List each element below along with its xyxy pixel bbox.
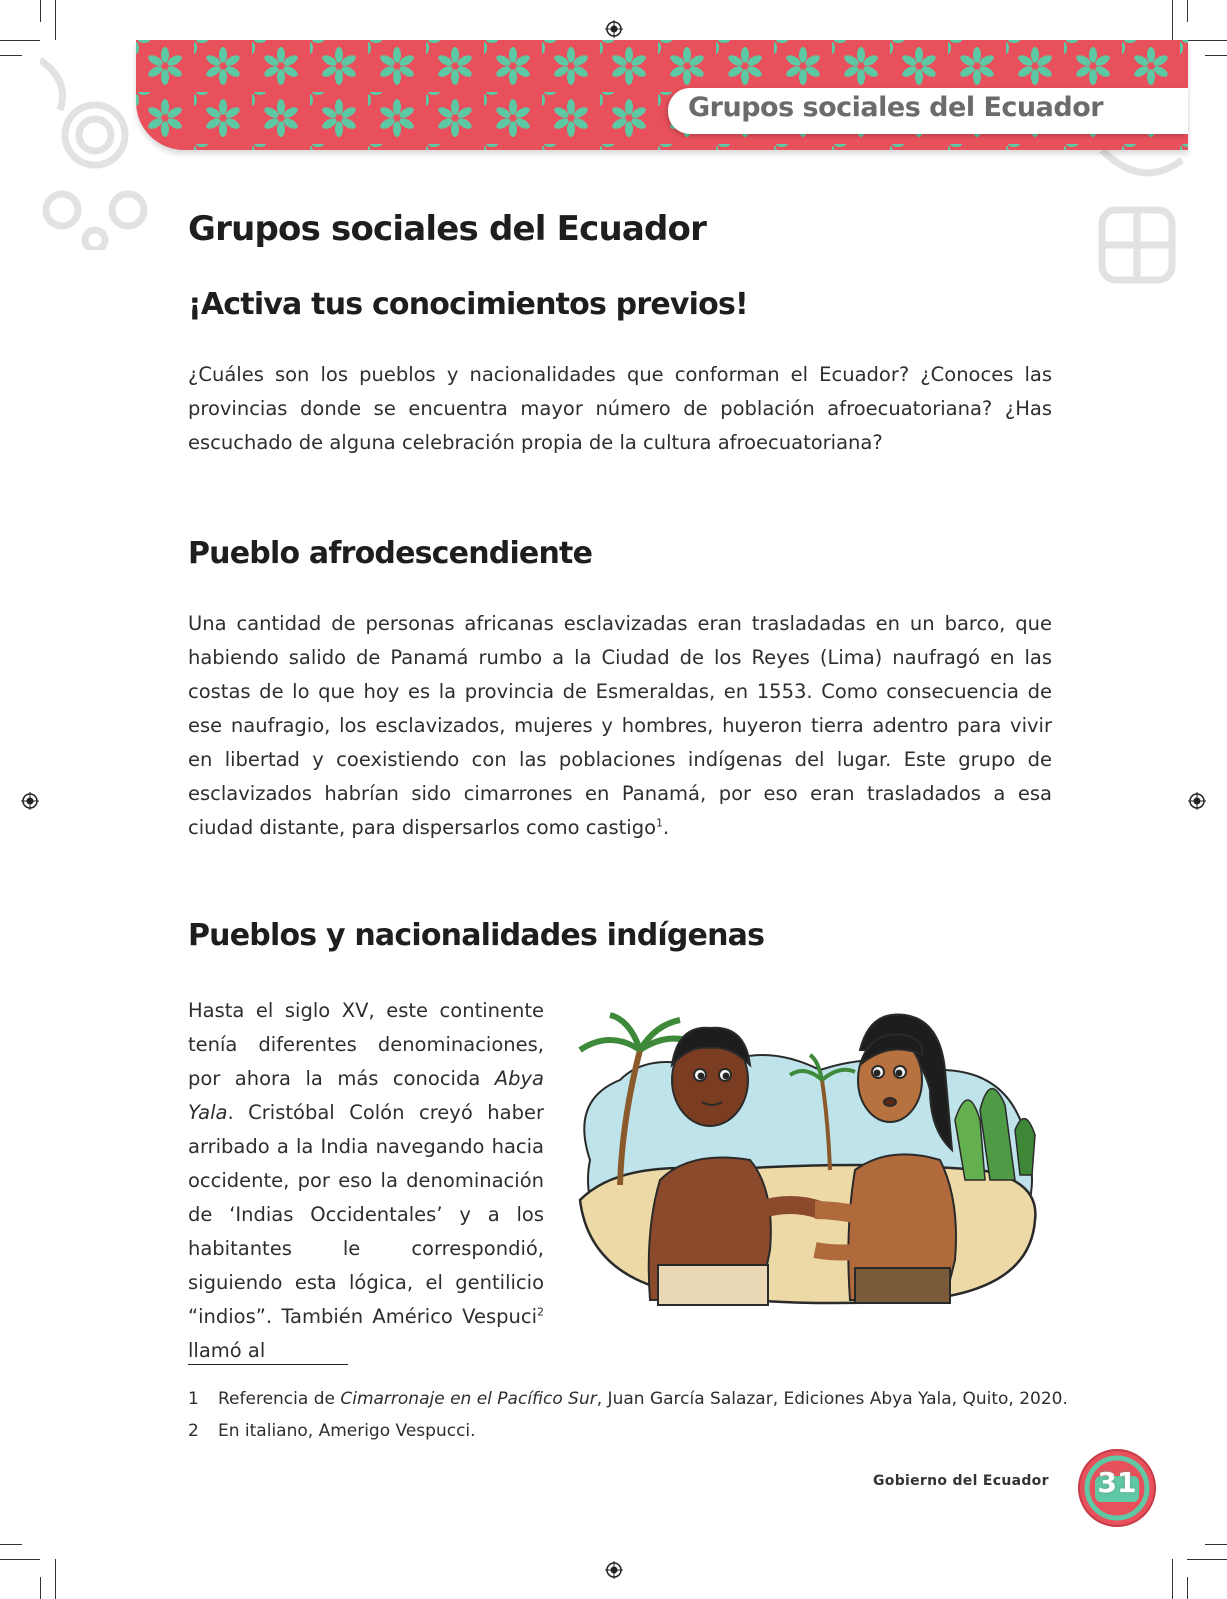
indigenous-text-2: . Cristóbal Colón creyó haber arribado a la India navegando hacia occidente, por eso la denominación de ‘Indias Occidentales’ y a los habitantes le correspondió, siguiendo esta lógica, el gentilicio “indios”. También Américo Vespuci (188, 1101, 544, 1328)
crop-mark (1187, 40, 1227, 41)
crop-mark (40, 0, 41, 22)
crop-mark (0, 40, 40, 41)
crop-mark (1187, 1577, 1188, 1599)
registration-mark-icon (605, 20, 623, 38)
footnote-text: Referencia de (218, 1389, 341, 1409)
footnote-2 (188, 1421, 476, 1441)
indigenous-text-1: Hasta el siglo XV, este continente tenía diferentes denominaciones, por ahora la más conocida (188, 999, 544, 1090)
banner-title-tab (668, 88, 1188, 134)
crop-mark (1205, 55, 1227, 56)
footnote-italic: Cimarronaje en el Pacífico Sur (340, 1389, 597, 1409)
activity-heading: ¡Activa tus conocimientos previos! (188, 287, 748, 322)
page-title: Grupos sociales del Ecuador (188, 209, 707, 249)
footnote-ref-1: 1 (656, 816, 663, 830)
registration-mark-icon (605, 1561, 623, 1579)
crop-mark (1187, 0, 1188, 22)
page-number: 31 (1097, 1466, 1137, 1499)
crop-mark (0, 55, 22, 56)
footnote-number: 1 (188, 1389, 199, 1409)
crop-mark (40, 1577, 41, 1599)
registration-mark-icon (1188, 792, 1206, 810)
footnote-text-end: , Juan García Salazar, Ediciones Abya Yala, Quito, 2020. (596, 1389, 1068, 1409)
footnote-ref-2: 2 (537, 1305, 544, 1319)
afro-paragraph-text: Una cantidad de personas africanas esclavizadas eran trasladadas en un barco, que habiendo salido de Panamá rumbo a la Ciudad de los Reyes (Lima) naufragó en las costas de lo que hoy es la provincia de Esmeraldas, en 1553. Como consecuencia de ese naufragio, los esclavizados, mujeres y hombres, huyeron tierra adentro para vivir en libertad y coexistiendo con las poblaciones indígenas del lugar. Este grupo de esclavizados habrían sido cimarrones en Panamá, por eso eran trasladados a esa ciudad distante, para dispersarlos como castigo (188, 612, 1052, 839)
afro-paragraph: Una cantidad de personas africanas esclavizadas eran trasladadas en un barco, que habiendo salido de Panamá rumbo a la Ciudad de los Reyes (Lima) naufragó en las costas de lo que hoy es la provincia de Esmeraldas, en 1553. Como consecuencia de ese naufragio, los esclavizados, mujeres y hombres, huyeron tierra adentro para vivir en libertad y coexistiendo con las poblaciones indígenas del lugar. Este grupo de esclavizados habrían sido cimarrones en Panamá, por eso eran trasladados a esa ciudad distante, para dispersarlos como castigo$^1$. (188, 612, 1052, 839)
two-men-handshake-illustration (560, 1010, 1060, 1310)
crop-mark (1205, 1544, 1227, 1545)
afro-heading: Pueblo afrodescendiente (188, 536, 593, 571)
crop-mark (55, 1559, 56, 1599)
crop-mark (0, 1544, 22, 1545)
crop-mark (1187, 1559, 1227, 1560)
indigenous-heading: Pueblos y nacionalidades indígenas (188, 918, 765, 953)
footnote-1 (188, 1389, 1068, 1409)
footnote-divider (188, 1364, 348, 1365)
crop-mark (55, 0, 56, 40)
registration-mark-icon (21, 792, 39, 810)
spiral-ornament-icon (1082, 150, 1187, 300)
crop-mark (0, 1559, 40, 1560)
activity-paragraph: ¿Cuáles son los pueblos y nacionalidades que conforman el Ecuador? ¿Conoces las provincias donde se encuentra mayor número de población afroecuatoriana? ¿Has escuchado de alguna celebración propia de la cultura afroecuatoriana? (188, 363, 1052, 454)
crop-mark (1172, 1559, 1173, 1599)
footnote-number: 2 (188, 1421, 199, 1441)
indigenous-text-italic: Abya Yala (188, 1067, 544, 1124)
indigenous-text-3: llamó al (188, 1339, 266, 1362)
banner-title: Grupos sociales del Ecuador (688, 92, 1104, 123)
spiral-ornament-icon (40, 40, 150, 250)
footnote-text: En italiano, Amerigo Vespucci. (218, 1421, 476, 1441)
publisher-label: Gobierno del Ecuador (873, 1473, 1049, 1489)
crop-mark (1172, 0, 1173, 40)
indigenous-paragraph (188, 994, 544, 1368)
